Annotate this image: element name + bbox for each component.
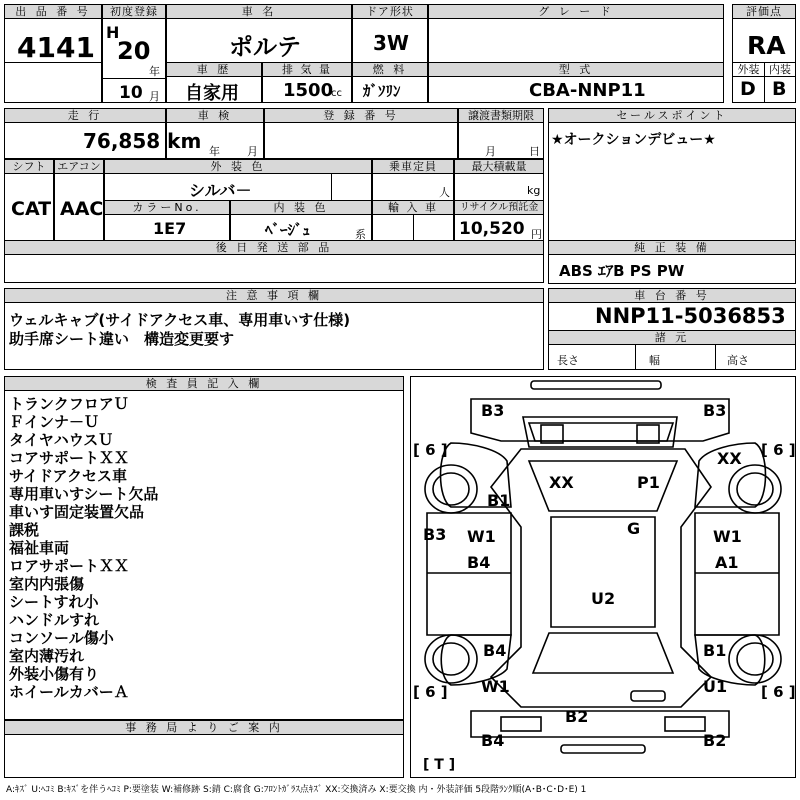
mark-b4-rear-left: B4 [483, 641, 507, 660]
lot-number: 4141 [17, 31, 95, 64]
inspector-line: 課税 [9, 521, 40, 539]
mark-a1: A1 [715, 553, 739, 572]
inspection-year-unit: 年 [209, 145, 220, 158]
exterior-color-label: 外 装 色 [105, 160, 371, 174]
notes-line-2: 助手席シート違い 構造変更要す [9, 330, 235, 348]
wheel-rear-right-inner [737, 643, 773, 675]
transfer-day-unit: 日 [529, 145, 540, 158]
fuel-label: 燃 料 [353, 63, 427, 77]
interior-color-label: 内 装 色 [231, 201, 371, 215]
fuel-value: ｶﾞｿﾘﾝ [363, 82, 401, 100]
mileage-value: 76,858 km [83, 129, 202, 153]
taillight-right [665, 717, 705, 731]
notes-line-1: ウェルキャブ(サイドアクセス車、専用車いす仕様) [9, 311, 351, 329]
mark-b2-center: B2 [565, 707, 589, 726]
model-label: 型 式 [429, 63, 723, 77]
car-name-box [166, 4, 352, 63]
mileage-label: 走 行 [5, 109, 165, 123]
legend-text: A:ｷｽﾞ U:ﾍｺﾐ B:ｷｽﾞを伴うﾍｺﾐ P:要塗装 W:補修跡 S:錆 C:腐食 G:ﾌﾛﾝﾄｶﾞﾗｽ点ｷｽﾞ XX:交換済み X:要交換 内・外装評価 5段階ﾗﾝｸ順(A･B･C･D･E) 1 [6, 785, 587, 795]
mark-b4-rear: B4 [481, 731, 505, 750]
inspector-line: コンソール傷小 [9, 629, 114, 647]
displacement-value: 1500 [283, 80, 334, 101]
inspector-line: トランクフロアＵ [9, 395, 129, 413]
sales-point-text: ★オークションデビュー★ [551, 132, 716, 148]
history-label: 車 歴 [167, 63, 261, 77]
genuine-equipment-box [548, 240, 796, 284]
taillight-left [501, 717, 541, 731]
mark-w1-right: W1 [713, 527, 742, 546]
transfer-deadline-label: 譲渡書類期限 [459, 109, 543, 123]
mark-b3-left: B3 [423, 525, 447, 544]
car-rear-outline [471, 711, 729, 737]
inspector-line: 専用車いすシート欠品 [9, 485, 159, 503]
registration-year: 20 [117, 37, 151, 65]
displacement-box [262, 62, 352, 103]
inspector-line: 室内内張傷 [9, 575, 85, 593]
chassis-number: NNP11-5036853 [595, 304, 786, 328]
exterior-box [732, 62, 765, 103]
mark-u2: U2 [591, 589, 616, 608]
mark-b3-front-right: B3 [703, 401, 727, 420]
max-load-label: 最大積載量 [455, 160, 543, 174]
front-bumper-bar [531, 381, 661, 389]
mark-b2-rear-right: B2 [703, 731, 727, 750]
later-parts-label: 後 日 発 送 部 品 [5, 241, 543, 255]
rear-glass [533, 633, 673, 673]
inspector-line: ロアサポートＸＸ [9, 557, 130, 575]
mark-b1-front: B1 [487, 491, 511, 510]
color-number-value: 1E7 [153, 219, 187, 238]
grade-box [428, 4, 724, 63]
office-box [4, 720, 404, 778]
mark-xx-core: XX [549, 473, 574, 492]
recycle-label: リサイクル預託金 [455, 201, 543, 215]
mark-p1: P1 [637, 473, 660, 492]
registration-number-label: 登 録 番 号 [265, 109, 457, 123]
model-box [428, 62, 724, 103]
mark-6-rear-left: [ 6 ] [413, 683, 448, 701]
capacity-box [372, 159, 454, 201]
inspector-line: シートすれ小 [9, 593, 99, 611]
month-unit: 月 [149, 90, 160, 103]
car-diagram [411, 377, 795, 777]
grade-label: グ レ ー ド [429, 5, 723, 19]
aircon-label: エアコン [55, 160, 103, 174]
mark-6-front-left: [ 6 ] [413, 441, 448, 459]
inspection-box [166, 108, 264, 159]
recycle-unit: 円 [531, 228, 542, 241]
exterior-color-value: シルバ－ [189, 181, 252, 200]
notes-label: 注 意 事 項 欄 [5, 289, 543, 303]
color-number-label: カラーNo. [105, 201, 229, 215]
mark-w1-left: W1 [467, 527, 496, 546]
capacity-label: 乗車定員 [373, 160, 453, 174]
car-name-label: 車 名 [167, 5, 351, 19]
mark-b1-rear-right: B1 [703, 641, 727, 660]
inspector-line: ホイールカバーＡ [9, 683, 129, 701]
door-box [352, 4, 428, 63]
mark-u1: U1 [703, 677, 728, 696]
notes-box [4, 288, 544, 370]
registration-month: 10 [119, 83, 143, 103]
score-value: RA [747, 31, 786, 60]
door-label: ドア形状 [353, 5, 427, 19]
chassis-box [548, 288, 796, 370]
spec-height: 高さ [727, 354, 749, 367]
cc-unit: cc [331, 88, 342, 99]
chassis-label: 車 台 番 号 [549, 289, 795, 303]
inspector-line: ハンドルすれ [9, 611, 100, 629]
score-box [732, 4, 796, 63]
lot-number-label: 出 品 番 号 [5, 5, 101, 19]
car-front-outline [471, 399, 729, 441]
registration-number-box [264, 108, 458, 159]
inspector-label: 検 査 員 記 入 欄 [5, 377, 403, 391]
shift-box [4, 159, 54, 241]
fuel-box [352, 62, 428, 103]
inspector-line: コアサポートＸＸ [9, 449, 130, 467]
recycle-box [454, 200, 544, 241]
mark-t: [ T ] [423, 757, 456, 773]
mark-g: G [627, 519, 641, 538]
later-parts-box [4, 240, 544, 283]
capacity-unit: 人 [439, 186, 450, 199]
genuine-equipment-value: ABS ｴｱB PS PW [559, 262, 685, 280]
history-value: 自家用 [185, 83, 239, 104]
color-number-box [104, 200, 230, 241]
wheel-front-right-inner [737, 473, 773, 505]
aircon-box [54, 159, 104, 241]
max-load-unit: kg [527, 184, 541, 197]
model-value: CBA-NNP11 [529, 80, 646, 101]
displacement-label: 排 気 量 [263, 63, 351, 77]
car-name: ポルテ [229, 33, 301, 61]
roof-outline [491, 449, 711, 707]
inspector-line: 室内薄汚れ [9, 647, 85, 665]
spec-label: 諸 元 [549, 330, 795, 345]
shift-label: シフト [5, 160, 53, 174]
mileage-box [4, 108, 202, 159]
score-label: 評価点 [733, 5, 795, 19]
exterior-color-box [104, 159, 372, 201]
max-load-box [454, 159, 544, 201]
interior-box [764, 62, 796, 103]
first-registration-label: 初度登録 [103, 5, 165, 19]
inspection-month-unit: 月 [247, 145, 258, 158]
inspector-line: 外装小傷有り [9, 665, 100, 683]
exterior-label: 外装 [733, 63, 764, 77]
first-registration-box [102, 4, 166, 103]
inspector-line: サイドアクセス車 [9, 467, 128, 485]
inspector-line: 福祉車両 [9, 539, 70, 557]
transfer-deadline-box [458, 108, 544, 159]
mark-xx-right: XX [717, 449, 742, 468]
inspection-label: 車 検 [167, 109, 263, 123]
mark-b4-left: B4 [467, 553, 491, 572]
import-label: 輸 入 車 [373, 201, 453, 215]
rear-mark-left [631, 691, 665, 701]
interior-color-box [230, 200, 372, 241]
inspector-box [4, 376, 404, 720]
shift-value: CAT [11, 198, 52, 220]
inspector-line: Ｆインナ－Ｕ [9, 413, 100, 431]
wheel-rear-left-inner [433, 643, 469, 675]
history-box [166, 62, 262, 103]
interior-score: B [772, 78, 787, 100]
inspector-line: 車いす固定装置欠品 [9, 503, 145, 521]
mark-6-front-right: [ 6 ] [761, 441, 796, 459]
mark-6-rear-right: [ 6 ] [761, 683, 796, 701]
aircon-value: AAC [60, 198, 104, 220]
genuine-equipment-label: 純 正 装 備 [549, 241, 795, 255]
inspector-lines [9, 395, 401, 701]
mark-b3-front-left: B3 [481, 401, 505, 420]
door-type: 3W [373, 31, 409, 55]
rear-bumper-bar [561, 745, 645, 753]
wheel-front-left-inner [433, 473, 469, 505]
year-unit: 年 [149, 65, 160, 78]
interior-color-suffix: 系 [355, 228, 366, 241]
office-label: 事 務 局 よ り ご 案 内 [5, 721, 403, 735]
mark-w1-rear-left: W1 [481, 677, 510, 696]
spec-width: 幅 [649, 354, 660, 367]
era: H [106, 23, 120, 42]
inspector-line: タイヤハウスＵ [9, 431, 114, 449]
import-box [372, 200, 454, 241]
exterior-score: D [740, 78, 756, 100]
sales-point-label: セールスポイント [549, 109, 795, 123]
damage-diagram [410, 376, 796, 778]
interior-color-value: ﾍﾞｰｼﾞｭ [265, 221, 311, 239]
lot-number-box [4, 4, 102, 103]
interior-label: 内装 [765, 63, 795, 77]
spec-length: 長さ [557, 354, 579, 367]
transfer-month-unit: 月 [485, 145, 496, 158]
recycle-value: 10,520 [459, 219, 525, 239]
